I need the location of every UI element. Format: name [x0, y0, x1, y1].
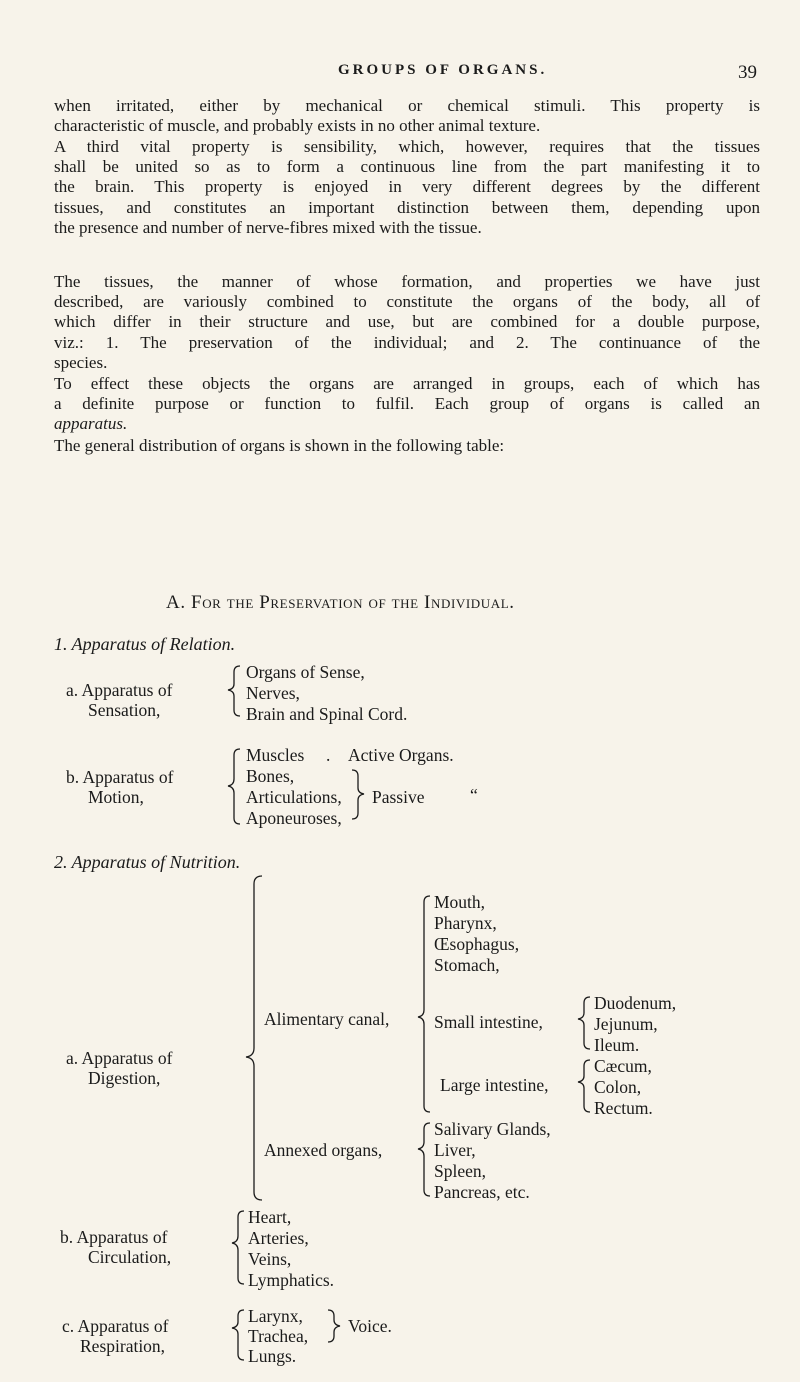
motion-passive-item: Bones, — [246, 766, 295, 786]
motion-active-dot: . — [326, 745, 331, 765]
left-brace — [418, 896, 430, 1112]
voice-label: Voice. — [348, 1316, 392, 1336]
left-brace — [418, 1123, 430, 1196]
circulation-organ: Heart, — [248, 1207, 292, 1227]
text-line: when irritated, either by mechanical or chemical stimuli. This property is — [54, 96, 760, 115]
alimentary-canal-label: Alimentary canal, — [264, 1009, 390, 1029]
motion-active-label: Active Organs. — [348, 745, 454, 765]
text-line: apparatus. — [54, 414, 128, 434]
text-line: viz.: 1. The preservation of the individual; and 2. The continuance of the — [54, 332, 760, 352]
digestion-label-2: Digestion, — [88, 1068, 161, 1088]
ditto-mark: “ — [470, 785, 478, 805]
motion-passive-item: Articulations, — [246, 787, 342, 807]
sensation-item: Organs of Sense, — [246, 662, 365, 682]
circulation-organ: Arteries, — [248, 1228, 309, 1248]
sensation-item: Brain and Spinal Cord. — [246, 704, 408, 724]
sensation-label-2: Sensation, — [88, 700, 161, 720]
right-brace — [328, 1310, 340, 1342]
right-brace — [352, 770, 364, 819]
relation-heading: 1. Apparatus of Relation. — [54, 634, 236, 654]
large-intestine-part: Colon, — [594, 1077, 642, 1097]
annexed-organ: Pancreas, etc. — [434, 1182, 530, 1202]
motion-passive-item: Aponeuroses, — [246, 808, 342, 828]
digestive-organ: Œsophagus, — [434, 934, 520, 954]
left-brace — [232, 1310, 244, 1360]
motion-passive-label: Passive — [372, 787, 425, 807]
text-line: A third vital property is sensibility, which, however, requires that the tissues — [54, 137, 760, 156]
text-line: which differ in their structure and use, but are combined for a double purpose, — [54, 312, 760, 332]
respiration-organ: Lungs. — [248, 1346, 297, 1366]
circulation-label-1: b. Apparatus of — [60, 1227, 168, 1247]
digestive-organ: Stomach, — [434, 955, 500, 975]
respiration-label-1: c. Apparatus of — [62, 1316, 169, 1336]
left-brace — [228, 749, 240, 824]
digestive-organ: Mouth, — [434, 892, 486, 912]
small-intestine-part: Jejunum, — [594, 1014, 658, 1034]
text-line: described, are variously combined to constitute the organs of the body, all of — [54, 292, 760, 312]
text-line: To effect these objects the organs are arranged in groups, each of which has — [54, 374, 760, 393]
text-line: a definite purpose or function to fulfil. Each group of organs is called an — [54, 394, 760, 414]
annexed-organ: Salivary Glands, — [434, 1119, 551, 1139]
annexed-organ: Liver, — [434, 1140, 476, 1160]
large-intestine-label: Large intestine, — [440, 1075, 549, 1095]
respiration-label-2: Respiration, — [80, 1336, 166, 1356]
digestive-organ: Pharynx, — [434, 913, 497, 933]
small-intestine-label: Small intestine, — [434, 1012, 543, 1032]
text-line: tissues, and constitutes an important distinction between them, depending upon — [54, 197, 760, 217]
circulation-organ: Lymphatics. — [248, 1270, 335, 1290]
digestion-label-1: a. Apparatus of — [66, 1048, 173, 1068]
text-line: characteristic of muscle, and probably exists in no other animal texture. — [54, 116, 541, 136]
left-brace — [578, 1060, 590, 1112]
nutrition-heading: 2. Apparatus of Nutrition. — [54, 852, 241, 872]
text-line: species. — [54, 352, 108, 372]
sensation-item: Nerves, — [246, 683, 300, 703]
text-line: The tissues, the manner of whose formation, and properties we have just — [54, 272, 760, 291]
motion-label-2: Motion, — [88, 787, 144, 807]
text-line: shall be united so as to form a continuous line from the part manifesting it to — [54, 157, 760, 177]
text-line: the brain. This property is enjoyed in very different degrees by the different — [54, 177, 760, 197]
small-intestine-part: Ileum. — [594, 1035, 640, 1055]
large-intestine-part: Cæcum, — [594, 1056, 652, 1076]
circulation-label-2: Circulation, — [88, 1247, 172, 1267]
section-heading: A. For the Preservation of the Individual. — [166, 592, 515, 613]
respiration-organ: Larynx, — [248, 1306, 303, 1326]
motion-active-item: Muscles — [246, 745, 305, 765]
left-brace — [578, 997, 590, 1049]
sensation-label-1: a. Apparatus of — [66, 680, 173, 700]
page-number: 39 — [738, 62, 757, 83]
left-brace — [232, 1211, 244, 1284]
small-intestine-part: Duodenum, — [594, 993, 677, 1013]
left-brace — [228, 666, 240, 716]
left-brace — [246, 876, 262, 1200]
running-title: GROUPS OF ORGANS. — [338, 62, 548, 78]
annexed-organs-label: Annexed organs, — [264, 1140, 383, 1160]
annexed-organ: Spleen, — [434, 1161, 487, 1181]
circulation-organ: Veins, — [248, 1249, 292, 1269]
respiration-organ: Trachea, — [248, 1326, 309, 1346]
text-line: the presence and number of nerve-fibres mixed with the tissue. — [54, 217, 482, 237]
large-intestine-part: Rectum. — [594, 1098, 653, 1118]
motion-label-1: b. Apparatus of — [66, 767, 174, 787]
text-line: The general distribution of organs is shown in the following table: — [54, 436, 505, 455]
